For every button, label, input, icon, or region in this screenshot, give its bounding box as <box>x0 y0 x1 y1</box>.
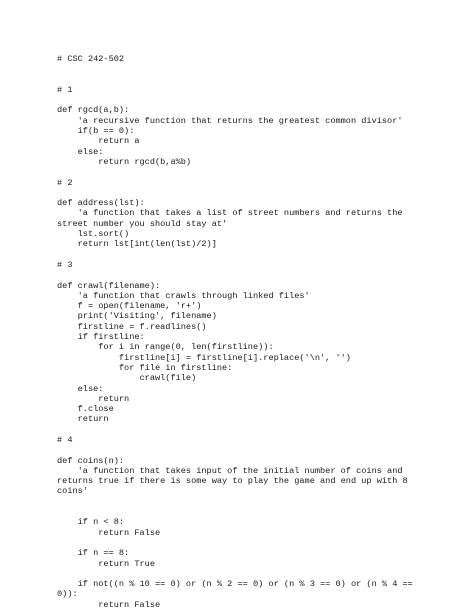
code-line: def rgcd(a,b): <box>57 105 130 116</box>
code-line: return lst[int(len(lst)/2)] <box>57 239 217 250</box>
code-line: coins' <box>57 486 88 497</box>
code-line: # CSC 242-502 <box>57 54 125 64</box>
code-line: def address(lst): <box>57 198 145 209</box>
code-line: print('Visiting', filename) <box>57 311 217 322</box>
code-line <box>57 270 467 280</box>
code-line: if firstline: <box>57 332 145 343</box>
code-line: else: <box>57 146 104 157</box>
code-line: f.close <box>57 404 114 415</box>
code-line <box>57 75 467 85</box>
code-line <box>57 188 467 198</box>
code-line <box>57 569 467 579</box>
code-line <box>57 167 467 177</box>
code-line <box>57 445 467 455</box>
code-line: street number you should stay at' <box>57 218 228 229</box>
code-line: return <box>57 393 130 404</box>
code-line: returns true if there is some way to play the game and end up with 8 <box>57 476 408 487</box>
code-line <box>57 538 467 548</box>
code-line: return False <box>57 599 161 610</box>
code-line <box>57 64 467 74</box>
code-line: f = open(filename, 'r+') <box>57 301 202 312</box>
code-line: if n == 8: <box>57 548 130 559</box>
code-line: # 3 <box>57 259 73 270</box>
code-line <box>57 250 467 260</box>
code-line: def crawl(filename): <box>57 280 161 291</box>
code-line: return False <box>57 527 161 538</box>
code-line <box>57 95 467 105</box>
code-line: crawl(file) <box>57 373 197 384</box>
code-line: firstline[i] = firstline[i].replace('\n', '') <box>57 352 351 363</box>
code-line: else: <box>57 383 104 394</box>
code-line: def coins(n): <box>57 455 125 466</box>
code-line: # 2 <box>57 177 73 188</box>
code-line: return rgcd(b,a%b) <box>57 156 192 167</box>
code-line: # 1 <box>57 84 73 95</box>
code-line: 'a function that crawls through linked files' <box>57 290 310 301</box>
code-line: return a <box>57 136 140 147</box>
code-line: return <box>57 414 109 425</box>
code-line <box>57 507 467 517</box>
code-line: 'a function that takes input of the initial number of coins and <box>57 465 403 476</box>
code-line: if not((n % 10 == 0) or (n % 2 == 0) or (n % 3 == 0) or (n % 4 == <box>57 579 413 590</box>
code-line <box>57 497 467 507</box>
code-line: for i in range(0, len(firstline)): <box>57 342 274 353</box>
code-line: firstline = f.readlines() <box>57 321 207 332</box>
code-block <box>57 54 467 610</box>
code-line: # 4 <box>57 434 73 445</box>
code-line: for file in firstline: <box>57 362 233 373</box>
code-line: 'a function that takes a list of street numbers and returns the <box>57 208 403 219</box>
code-line: 0)): <box>57 589 78 600</box>
code-line: if n < 8: <box>57 517 125 528</box>
code-line: if(b == 0): <box>57 126 135 137</box>
code-line: return True <box>57 558 155 569</box>
code-line: lst.sort() <box>57 229 130 240</box>
code-line: 'a recursive function that returns the greatest common divisor' <box>57 115 403 126</box>
code-line <box>57 425 467 435</box>
